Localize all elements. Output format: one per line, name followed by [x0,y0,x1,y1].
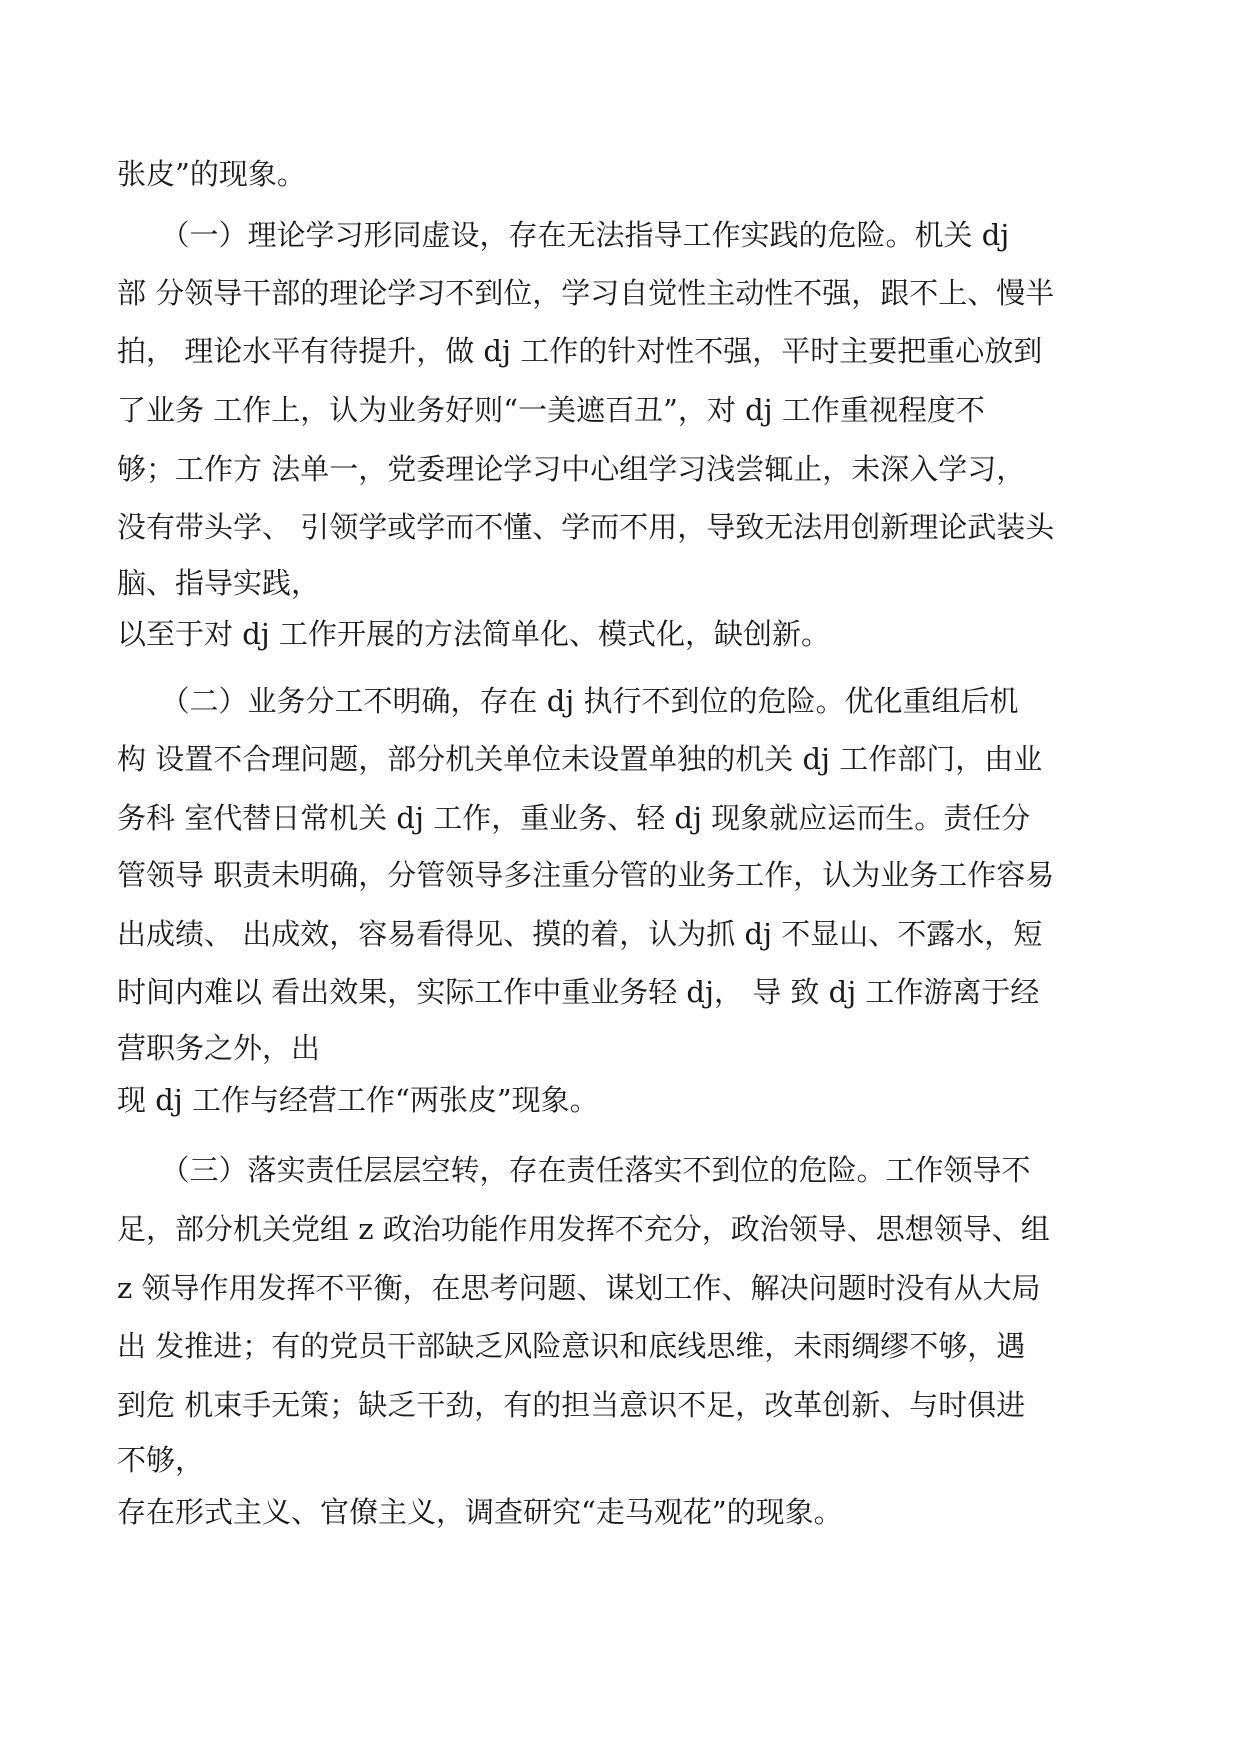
text-line: 时间内难以 看出效果，实际工作中重业务轻 dj， 导 致 dj 工作游离于经 [117,975,1040,1009]
text-line: 了业务 工作上，认为业务好则“一美遮百丑”，对 dj 工作重视程度不 [117,393,985,427]
text-line: 张皮”的现象。 [117,157,306,191]
text-line: （三）落实责任层层空转，存在责任落实不到位的危险。工作领导不 [117,1153,1031,1187]
text-line: 以至于对 dj 工作开展的方法简单化、模式化，缺创新。 [117,617,830,651]
text-line: 存在形式主义、官僚主义，调查研究“走马观花”的现象。 [117,1495,843,1529]
text-line: （一）理论学习形同虚设，存在无法指导工作实践的危险。机关 dj [117,218,1010,252]
text-line: 够；工作方 法单一，党委理论学习中心组学习浅尝辄止，未深入学习， [117,452,1026,486]
text-line: 营职务之外，出 [117,1031,321,1065]
text-line: 出成绩、 出成效，容易看得见、摸的着，认为抓 dj 不显山、不露水，短 [117,917,1043,951]
text-line: 脑、指导实践， [117,566,321,600]
text-line: 到危 机束手无策；缺乏干劲，有的担当意识不足，改革创新、与时俱进 [117,1388,1026,1422]
text-line: 没有带头学、 引领学或学而不懂、学而不用，导致无法用创新理论武装头 [117,510,1055,544]
text-line: z 领导作用发挥不平衡，在思考问题、谋划工作、解决问题时没有从大局 [117,1271,1041,1305]
text-line: （二）业务分工不明确，存在 dj 执行不到位的危险。优化重组后机 [117,684,1019,718]
text-line: 出 发推进；有的党员干部缺乏风险意识和底线思维，未雨绸缪不够，遇 [117,1329,1026,1363]
text-line: 现 dj 工作与经营工作“两张皮”现象。 [117,1083,599,1117]
text-line: 务科 室代替日常机关 dj 工作，重业务、轻 dj 现象就应运而生。责任分 [117,801,1031,835]
text-line: 部 分领导干部的理论学习不到位，学习自觉性主动性不强，跟不上、慢半 [117,276,1055,310]
text-line: 足，部分机关党组 z 政治功能作用发挥不充分，政治领导、思想领导、组 [117,1212,1050,1246]
text-line: 不够， [117,1443,205,1477]
text-line: 拍， 理论水平有待提升，做 dj 工作的针对性不强，平时主要把重心放到 [117,334,1043,368]
text-line: 管领导 职责未明确，分管领导多注重分管的业务工作，认为业务工作容易 [117,858,1055,892]
text-line: 构 设置不合理问题，部分机关单位未设置单独的机关 dj 工作部门，由业 [117,742,1043,776]
